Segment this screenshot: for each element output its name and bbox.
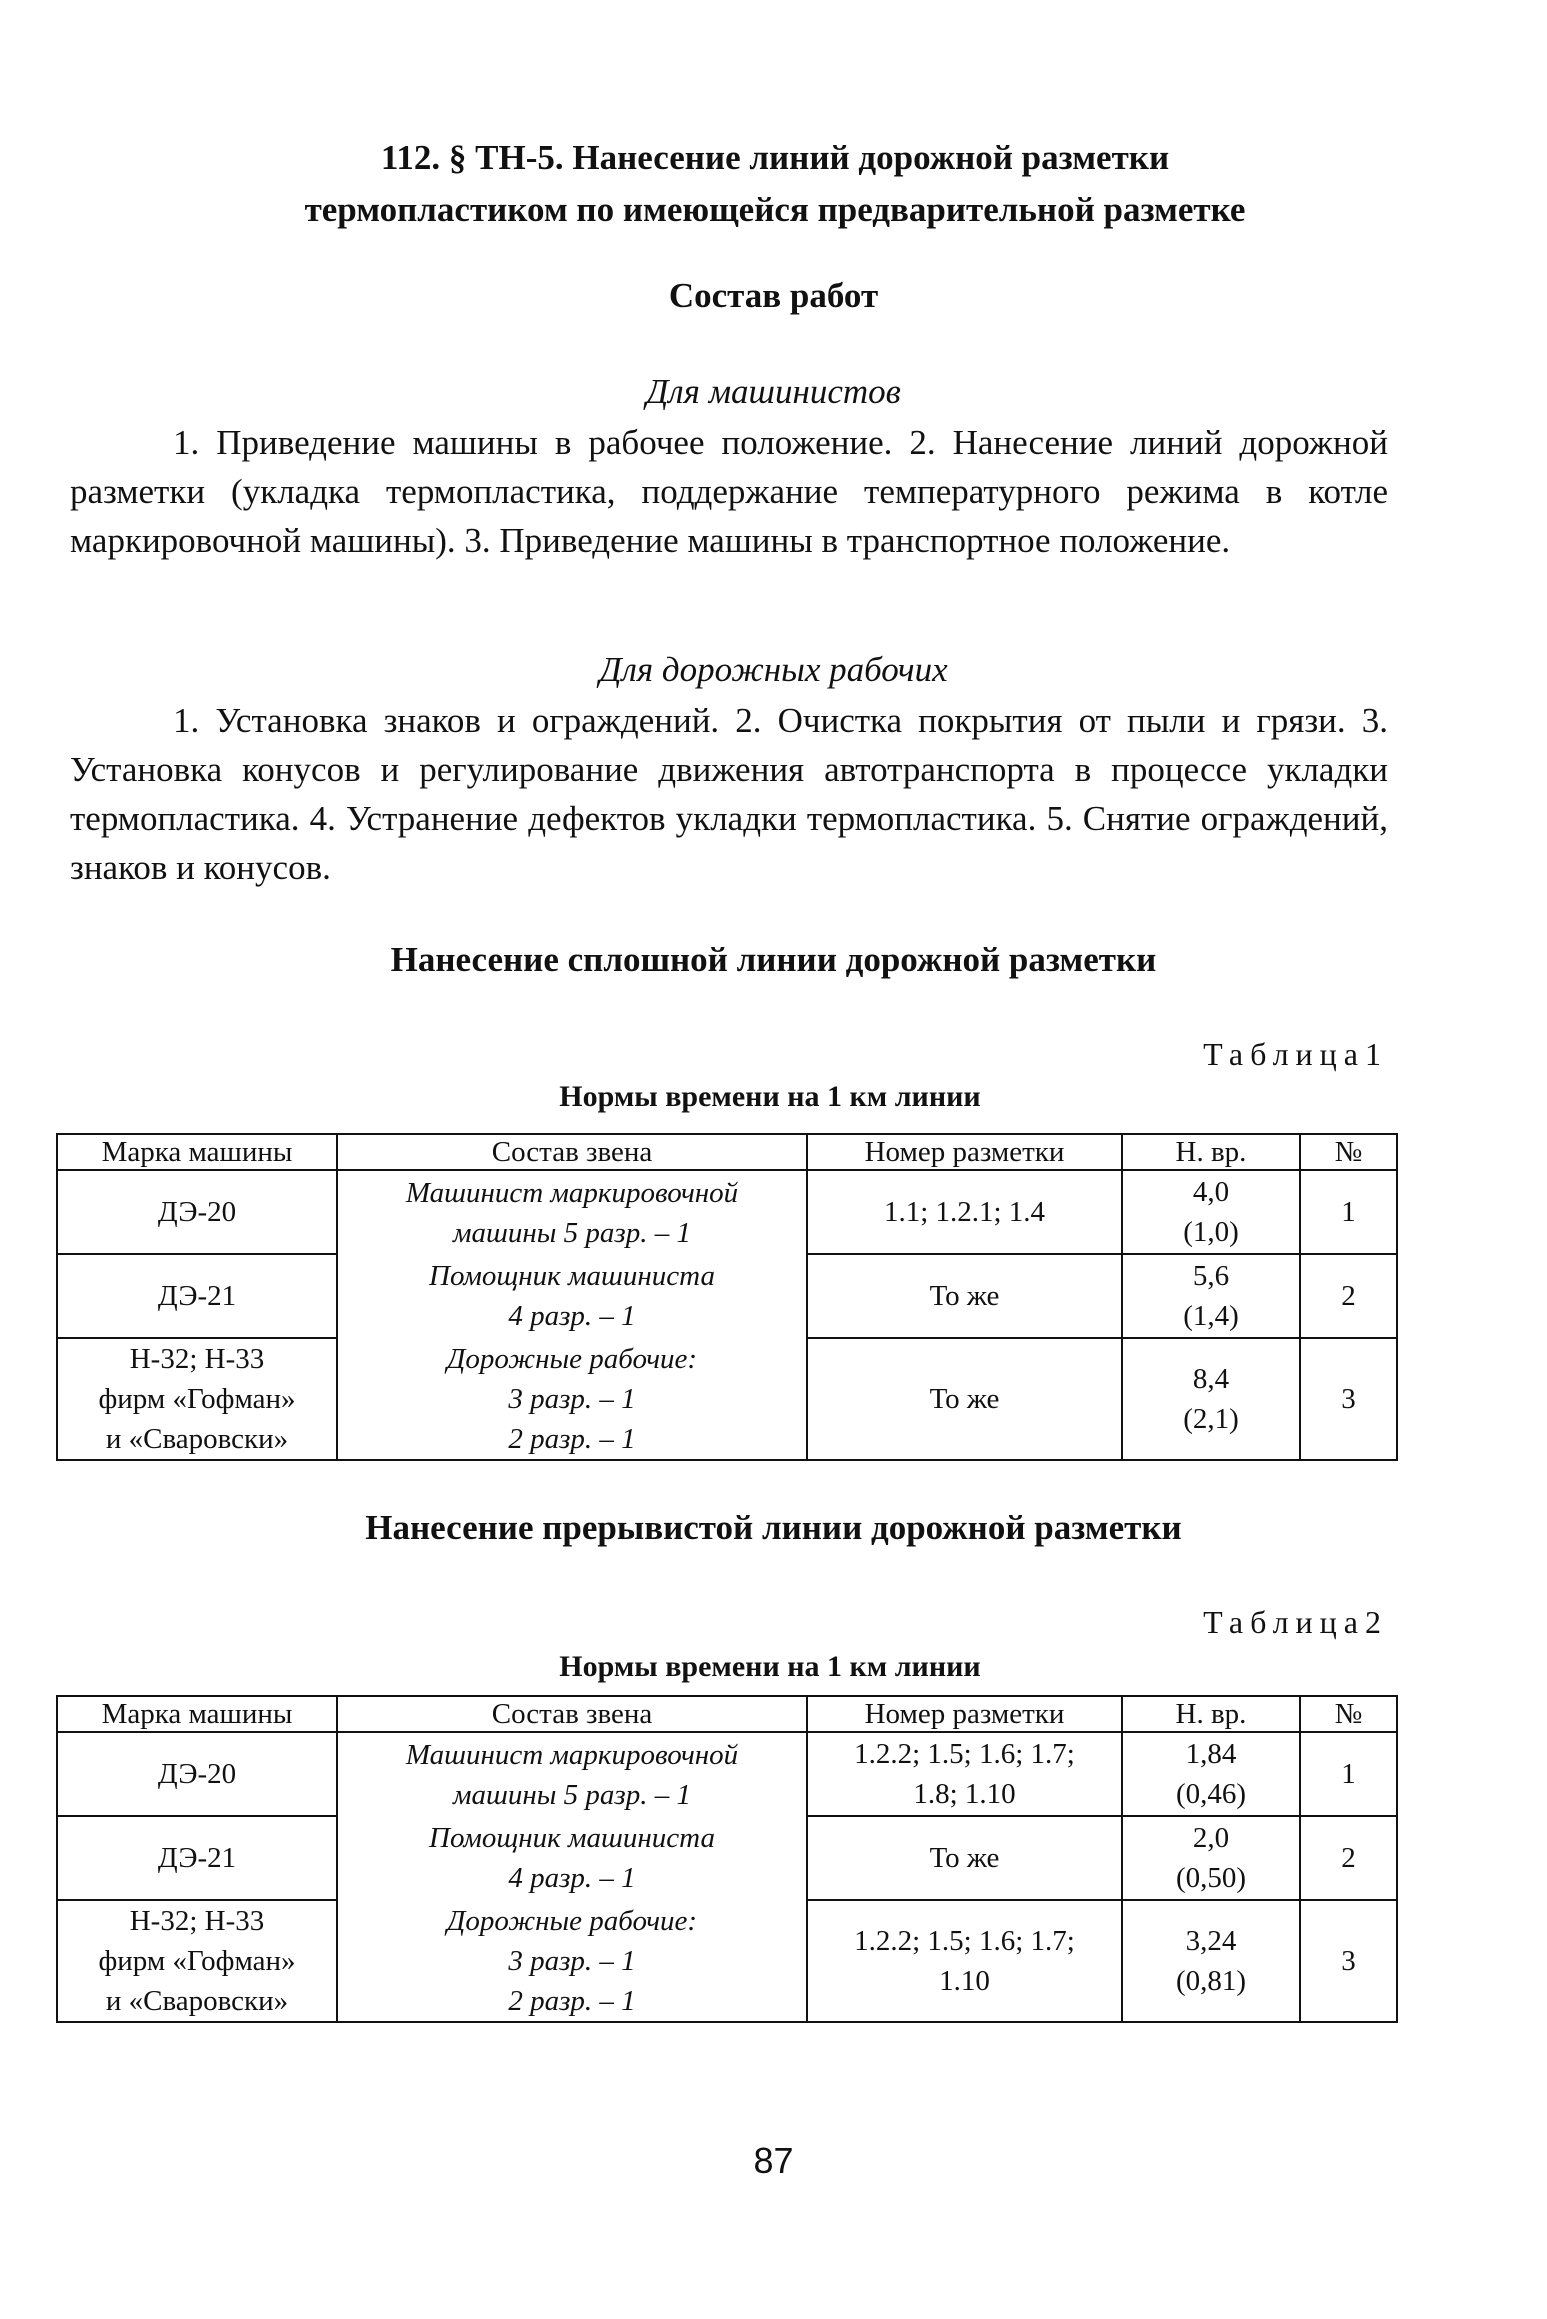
row-number: 2: [1300, 1816, 1397, 1900]
crew-line: 3 разр. – 1: [508, 1382, 636, 1415]
marking-cell: [807, 1900, 1122, 2022]
column-header: Марка машины: [57, 1134, 337, 1170]
section1-heading: Нанесение сплошной линии дорожной разметки: [390, 940, 1157, 979]
marking-line: 1.10: [939, 1965, 990, 1997]
machine-cell: [57, 1170, 337, 1254]
marking-line: То же: [929, 1842, 1000, 1874]
crew-line: 2 разр. – 1: [508, 1422, 636, 1455]
header-row: [57, 1696, 1397, 1732]
page-number: 87: [753, 2140, 794, 2181]
norm-cell: [1122, 1732, 1300, 1816]
column-header: №: [1300, 1134, 1397, 1170]
norm-value: 1,84: [1185, 1738, 1237, 1770]
section-title: [120, 132, 1430, 236]
column-header: №: [1300, 1696, 1397, 1732]
table-row: [57, 1338, 1397, 1460]
crew-line: машины 5 разр. – 1: [453, 1216, 691, 1249]
machine-line: фирм «Гофман»: [98, 1383, 296, 1415]
crew-cell: [337, 1900, 807, 2022]
marking-line: То же: [929, 1280, 1000, 1312]
road-workers-heading: Для дорожных рабочих: [599, 650, 948, 689]
row-number: 2: [1300, 1254, 1397, 1338]
norm-cell: [1122, 1816, 1300, 1900]
column-header: Марка машины: [57, 1696, 337, 1732]
machine-line: фирм «Гофман»: [98, 1945, 296, 1977]
marking-cell: [807, 1338, 1122, 1460]
machinists-heading: Для машинистов: [646, 372, 901, 411]
table-row: [57, 1816, 1397, 1900]
machine-line: ДЭ-20: [157, 1196, 237, 1228]
norm-value-alt: (0,81): [1175, 1965, 1247, 1997]
norm-cell: [1122, 1254, 1300, 1338]
norm-cell: [1122, 1338, 1300, 1460]
norm-value: 5,6: [1192, 1260, 1230, 1292]
crew-line: 4 разр. – 1: [508, 1862, 636, 1894]
crew-line: 2 разр. – 1: [508, 1984, 636, 2017]
norm-value: 8,4: [1192, 1363, 1230, 1395]
row-number: 1: [1300, 1732, 1397, 1816]
norm-cell: [1122, 1170, 1300, 1254]
machine-cell: [57, 1254, 337, 1338]
crew-line: Машинист маркировочной: [405, 1176, 739, 1209]
norm-value-alt: (0,50): [1175, 1862, 1247, 1894]
norm-value-alt: (1,4): [1183, 1300, 1239, 1332]
crew-line: Помощник машиниста: [429, 1822, 715, 1854]
marking-cell: [807, 1254, 1122, 1338]
work-composition-heading: Состав работ: [668, 276, 879, 315]
crew-line: Помощник машиниста: [429, 1260, 715, 1292]
machine-line: и «Сваровски»: [105, 1423, 289, 1455]
row-number: 3: [1300, 1900, 1397, 2022]
machine-cell: [57, 1338, 337, 1460]
machine-line: ДЭ-21: [157, 1842, 237, 1874]
column-header: Н. вр.: [1122, 1696, 1300, 1732]
machinists-text: 1. Приведение машины в рабочее положение. 2. Нанесение линий дорожной разметки (укладка термопластика, поддержание температурного режима в котле маркировочной машины). 3. Приведение машины в транспортное положение.: [70, 423, 1388, 560]
table1-caption: Нормы времени на 1 км линии: [559, 1080, 981, 1113]
table-row: [57, 1900, 1397, 2022]
norm-value-alt: (2,1): [1183, 1403, 1239, 1435]
marking-line: 1.8; 1.10: [913, 1778, 1016, 1810]
header-row: [57, 1134, 1397, 1170]
marking-cell: [807, 1816, 1122, 1900]
column-header: Номер разметки: [807, 1134, 1122, 1170]
crew-line: машины 5 разр. – 1: [453, 1778, 691, 1811]
section2-heading: Нанесение прерывистой линии дорожной разметки: [365, 1508, 1182, 1547]
row-number: 3: [1300, 1338, 1397, 1460]
machine-cell: [57, 1732, 337, 1816]
crew-cell: [337, 1170, 807, 1254]
machine-cell: [57, 1900, 337, 2022]
marking-line: То же: [929, 1383, 1000, 1415]
crew-line: 3 разр. – 1: [508, 1944, 636, 1977]
title-line-1: 112. § ТН-5. Нанесение линий дорожной разметки: [380, 138, 1170, 177]
norm-value-alt: (0,46): [1175, 1778, 1247, 1810]
machine-line: и «Сваровски»: [105, 1985, 289, 2017]
table-row: [57, 1732, 1397, 1816]
crew-cell: [337, 1338, 807, 1460]
machine-line: Н-32; Н-33: [129, 1905, 265, 1937]
table2-label: Таблица2: [1203, 1604, 1388, 1640]
table1-label: Таблица1: [1203, 1036, 1388, 1072]
table-row: [57, 1254, 1397, 1338]
marking-line: 1.2.2; 1.5; 1.6; 1.7;: [854, 1925, 1075, 1957]
marking-cell: [807, 1170, 1122, 1254]
norm-value: 2,0: [1192, 1822, 1230, 1854]
crew-line: Машинист маркировочной: [405, 1738, 739, 1771]
machine-line: ДЭ-21: [157, 1280, 237, 1312]
column-header: Состав звена: [337, 1134, 807, 1170]
title-line-2: термопластиком по имеющейся предварительной разметке: [304, 190, 1246, 229]
norm-value: 4,0: [1192, 1176, 1230, 1208]
machine-cell: [57, 1816, 337, 1900]
crew-cell: [337, 1732, 807, 1816]
road-workers-text: 1. Установка знаков и ограждений. 2. Очистка покрытия от пыли и грязи. 3. Установка конусов и регулирование движения автотранспорта в процессе укладки термопластика. 4. Устранение дефектов укладки термопластика. 5. Снятие ограждений, знаков и конусов.: [70, 701, 1388, 887]
crew-cell: [337, 1254, 807, 1338]
marking-line: 1.1; 1.2.1; 1.4: [883, 1196, 1046, 1228]
table2-caption: Нормы времени на 1 км линии: [559, 1650, 981, 1683]
crew-line: 4 разр. – 1: [508, 1300, 636, 1332]
norms-table-1: [56, 1133, 1398, 1461]
marking-line: 1.2.2; 1.5; 1.6; 1.7;: [854, 1738, 1075, 1770]
norm-value-alt: (1,0): [1183, 1216, 1239, 1248]
column-header: Номер разметки: [807, 1696, 1122, 1732]
norms-table-2: [56, 1695, 1398, 2023]
norm-cell: [1122, 1900, 1300, 2022]
column-header: Н. вр.: [1122, 1134, 1300, 1170]
table-row: [57, 1170, 1397, 1254]
machine-line: Н-32; Н-33: [129, 1343, 265, 1375]
row-number: 1: [1300, 1170, 1397, 1254]
norm-value: 3,24: [1185, 1925, 1237, 1957]
machine-line: ДЭ-20: [157, 1758, 237, 1790]
crew-line: Дорожные рабочие:: [446, 1904, 698, 1937]
marking-cell: [807, 1732, 1122, 1816]
crew-line: Дорожные рабочие:: [446, 1342, 698, 1375]
column-header: Состав звена: [337, 1696, 807, 1732]
crew-cell: [337, 1816, 807, 1900]
